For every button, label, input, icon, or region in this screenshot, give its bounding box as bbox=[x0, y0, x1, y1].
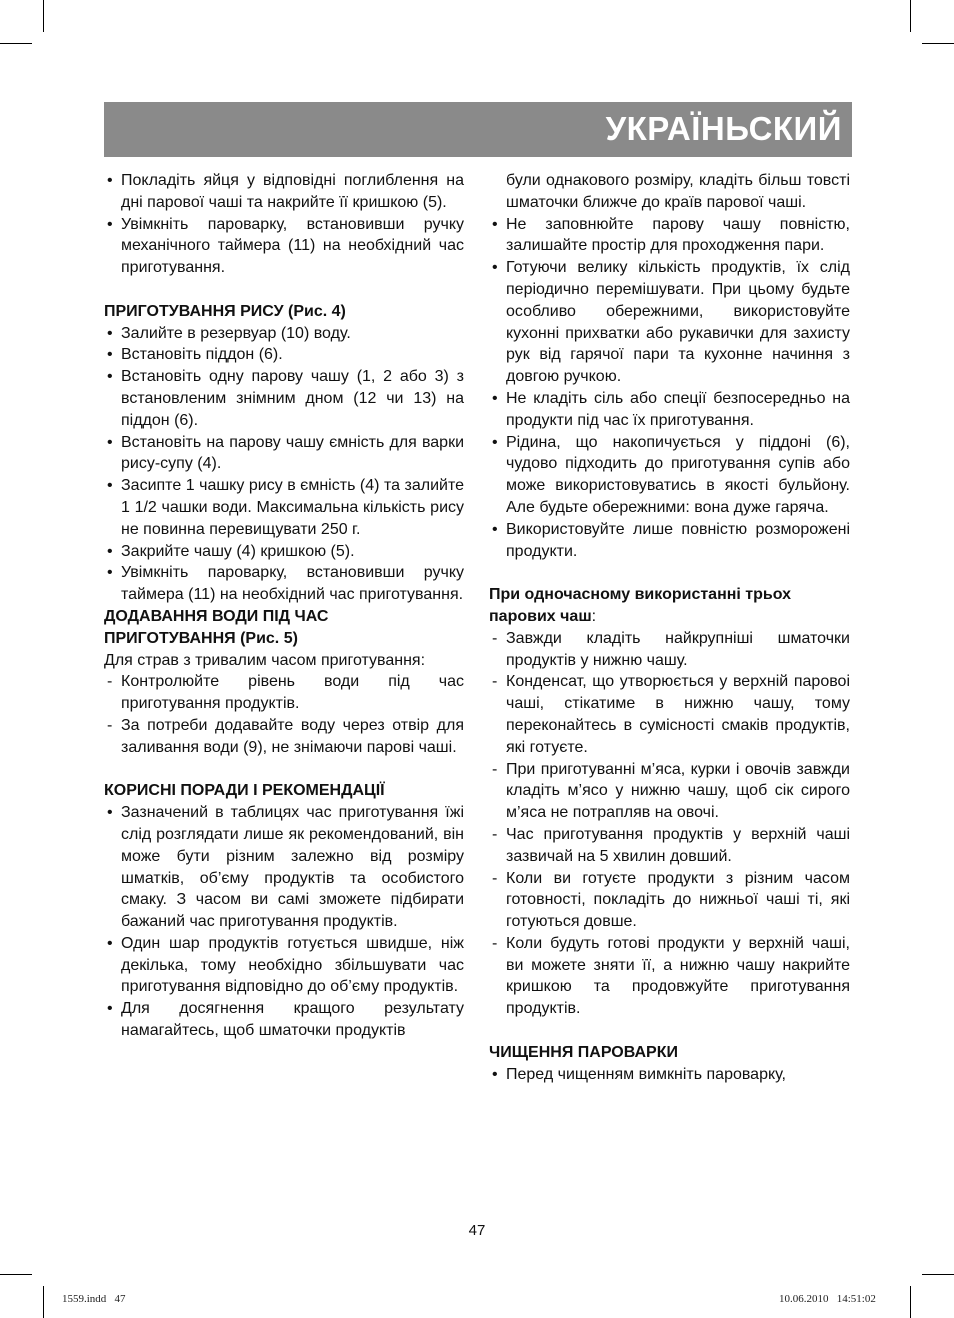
bullet-list-item bbox=[104, 933, 464, 998]
bullet-marker: • bbox=[107, 477, 113, 495]
bullet-marker: • bbox=[107, 346, 113, 364]
language-title: УКРАЇНЬСКИЙ bbox=[605, 110, 842, 147]
page-number: 47 bbox=[468, 1222, 486, 1239]
list-item-text: Перед чищенням вимкніть пароварку, bbox=[506, 1065, 786, 1083]
dash-list-item bbox=[489, 628, 850, 672]
bullet-list-item bbox=[489, 257, 850, 388]
bullet-marker: • bbox=[107, 324, 113, 342]
bullet-marker: • bbox=[107, 433, 113, 451]
bullet-marker: • bbox=[107, 542, 113, 560]
section-heading-text: При одночасному використанні трьох парових чаш bbox=[489, 586, 792, 625]
bullet-marker: • bbox=[492, 520, 498, 538]
bullet-list-item bbox=[104, 323, 464, 345]
bullet-marker: • bbox=[107, 934, 113, 952]
bullet-list-item bbox=[104, 170, 464, 214]
list-item-text: При приготуванні м’яса, курки і овочів завжди кладіть м’ясо у нижню чашу, щоб сік сирого м’яса не потрапляв на овочі. bbox=[506, 760, 850, 822]
right-column bbox=[489, 170, 850, 1085]
bullet-list-item bbox=[104, 802, 464, 933]
section-heading bbox=[104, 301, 464, 323]
list-item-text: Не кладіть сіль або спеції безпосередньо на продукти під час їх приготування. bbox=[506, 389, 850, 429]
paragraph: Для страв з тривалим часом приготування: bbox=[104, 651, 426, 669]
bullet-list-item bbox=[489, 519, 850, 563]
dash-list-item bbox=[489, 759, 850, 824]
crop-mark bbox=[0, 43, 32, 44]
list-item-text: Встановіть піддон (6). bbox=[121, 346, 283, 364]
section-heading bbox=[104, 780, 464, 802]
bullet-marker: • bbox=[107, 564, 113, 582]
list-item-text: Завжди кладіть найкрупніші шматочки продуктів у нижню чашу. bbox=[506, 629, 850, 669]
left-column bbox=[104, 170, 464, 1042]
list-item-text: Час приготування продуктів у верхній чаші зазвичай на 5 хвилин довший. bbox=[506, 825, 850, 865]
dash-marker: - bbox=[107, 716, 113, 734]
language-header-bar bbox=[104, 102, 852, 157]
list-item-text: Один шар продуктів готується швидше, ніж декілька, тому необхідно збільшувати час приготування відповідно до об’єму продуктів. bbox=[121, 934, 464, 996]
dash-marker: - bbox=[492, 760, 498, 778]
section-heading-text: КОРИСНІ ПОРАДИ І РЕКОМЕНДАЦІЇ bbox=[104, 782, 385, 800]
bullet-list-item bbox=[489, 170, 850, 214]
list-item-text: Контролюйте рівень води під час приготування продуктів. bbox=[121, 673, 464, 713]
section-heading-text: ЧИЩЕННЯ ПАРОВАРКИ bbox=[489, 1043, 678, 1061]
section-heading bbox=[489, 584, 850, 628]
section-heading-text: ДОДАВАННЯ ВОДИ ПІД ЧАС ПРИГОТУВАННЯ (Рис. 5) bbox=[104, 607, 329, 647]
bullet-marker: • bbox=[107, 1000, 113, 1018]
crop-mark bbox=[910, 0, 911, 32]
dash-marker: - bbox=[492, 673, 498, 691]
list-item-text: Увімкніть пароварку, встановивши ручку механічного таймера (11) на необхідний час приготування. bbox=[121, 215, 464, 277]
bullet-list-item bbox=[104, 366, 464, 431]
bullet-marker: • bbox=[492, 215, 498, 233]
crop-mark bbox=[922, 1274, 954, 1275]
list-item-text: Засипте 1 чашку рису в ємність (4) та залийте 1 1/2 чашки води. Максимальна кількість рису не повинна перевищувати 250 г. bbox=[121, 477, 464, 538]
dash-marker: - bbox=[492, 825, 498, 843]
bullet-marker: • bbox=[107, 172, 113, 189]
list-item-text: Рідина, що накопичується у піддоні (6), чудово підходить до приготування супів або може використовуватись в якості бульйону. Але будьте обережними: вона дуже гаряча. bbox=[506, 433, 850, 516]
dash-marker: - bbox=[492, 629, 498, 647]
dash-list-item bbox=[489, 824, 850, 868]
list-item-text: Конденсат, що утворюється у верхній паровоі чаші, стікатиме в нижню чашу, тому переконайтесь в сумісності смаків продуктів, які готуєте. bbox=[506, 673, 850, 756]
spacer bbox=[489, 562, 850, 584]
bullet-marker: • bbox=[492, 259, 498, 277]
list-item-text: Коли ви готуєте продукти з різним часом готовності, покладіть до нижньої чаші ті, які готуються довше. bbox=[506, 869, 850, 931]
list-item-text: Увімкніть пароварку, встановивши ручку таймера (11) на необхідний час приготування. bbox=[121, 564, 464, 604]
section-heading bbox=[104, 606, 464, 650]
section-heading-text: ПРИГОТУВАННЯ РИСУ (Рис. 4) bbox=[104, 302, 346, 320]
list-item-text: були однакового розміру, кладіть більш товсті шматочки ближче до країв парової чаші. bbox=[506, 172, 850, 211]
list-item-text: Закрийте чашу (4) кришкою (5). bbox=[121, 542, 355, 560]
crop-mark bbox=[43, 0, 44, 32]
bullet-list-item bbox=[489, 388, 850, 432]
dash-marker: - bbox=[492, 869, 498, 887]
bullet-marker: • bbox=[492, 1065, 498, 1083]
bullet-list-item bbox=[104, 475, 464, 540]
bullet-list-item bbox=[104, 214, 464, 279]
crop-mark bbox=[0, 1274, 32, 1275]
dash-list-item bbox=[489, 933, 850, 1020]
heading-suffix: : bbox=[591, 607, 597, 625]
spacer bbox=[104, 759, 464, 781]
bullet-marker: • bbox=[492, 433, 498, 451]
list-item-text: Встановіть на парову чашу ємність для варки рису-супу (4). bbox=[121, 433, 464, 473]
list-item-text: Покладіть яйця у відповідні поглиблення на дні парової чаші та накрийте її кришкою (5). bbox=[121, 172, 464, 211]
bullet-marker: • bbox=[107, 215, 113, 233]
list-item-text: Готуючи велику кількість продуктів, їх слід періодично перемішувати. При цьому будьте особливо обережними, використовуйте кухонні прихватки або рукавички для захисту рук від гарячої пари та кухонне начиння з довгою ручкою. bbox=[506, 259, 850, 386]
list-item-text: Коли будуть готові продукти у верхній чаші, ви можете зняти її, а нижню чашу накрийте кришкою та продовжуйте приготування продуктів. bbox=[506, 934, 850, 1018]
bullet-list-item bbox=[489, 1064, 850, 1086]
list-item-text: Не заповнюйте парову чашу повністю, залишайте простір для проходження пари. bbox=[506, 215, 850, 255]
bullet-list-item bbox=[104, 998, 464, 1042]
bullet-list-item bbox=[489, 214, 850, 258]
bullet-list-item bbox=[104, 344, 464, 366]
crop-mark bbox=[922, 43, 954, 44]
bullet-list-item bbox=[104, 432, 464, 476]
dash-list-item bbox=[489, 868, 850, 933]
bullet-list-item bbox=[104, 562, 464, 606]
dash-marker: - bbox=[492, 934, 498, 952]
footer-date-info: 10.06.2010 14:51:02 bbox=[779, 1293, 876, 1305]
footer-file-info: 1559.indd 47 bbox=[62, 1293, 126, 1305]
crop-mark bbox=[43, 1286, 44, 1318]
list-item-text: За потреби додавайте воду через отвір для заливання води (9), не знімаючи парові чаші. bbox=[121, 716, 464, 756]
spacer bbox=[489, 1020, 850, 1042]
list-item-text: Використовуйте лише повністю розморожені продукти. bbox=[506, 520, 850, 560]
bullet-marker: • bbox=[107, 368, 113, 386]
dash-list-item bbox=[489, 671, 850, 758]
bullet-list-item bbox=[104, 541, 464, 563]
dash-list-item bbox=[104, 671, 464, 715]
crop-mark bbox=[910, 1286, 911, 1318]
list-item-text: Залийте в резервуар (10) воду. bbox=[121, 324, 351, 342]
bullet-marker: • bbox=[107, 804, 113, 822]
list-item-text: Встановіть одну парову чашу (1, 2 або 3) з встановленим знімним дном (12 чи 13) на піддон (6). bbox=[121, 368, 464, 429]
bullet-marker: • bbox=[492, 389, 498, 407]
dash-list-item bbox=[104, 715, 464, 759]
section-heading bbox=[489, 1042, 850, 1064]
list-item-text: Для досягнення кращого результату намагайтесь, щоб шматочки продуктів bbox=[121, 1000, 464, 1040]
list-item-text: Зазначений в таблицях час приготування їжі слід розглядати лише як рекомендований, він може бути різним залежно від розміру шматків, об’єму продуктів та особистого смаку. З часом ви самі зможете підбирати бажаний час приготування продуктів. bbox=[121, 804, 464, 931]
bullet-list-item bbox=[489, 432, 850, 519]
spacer bbox=[104, 279, 464, 301]
dash-marker: - bbox=[107, 673, 113, 691]
